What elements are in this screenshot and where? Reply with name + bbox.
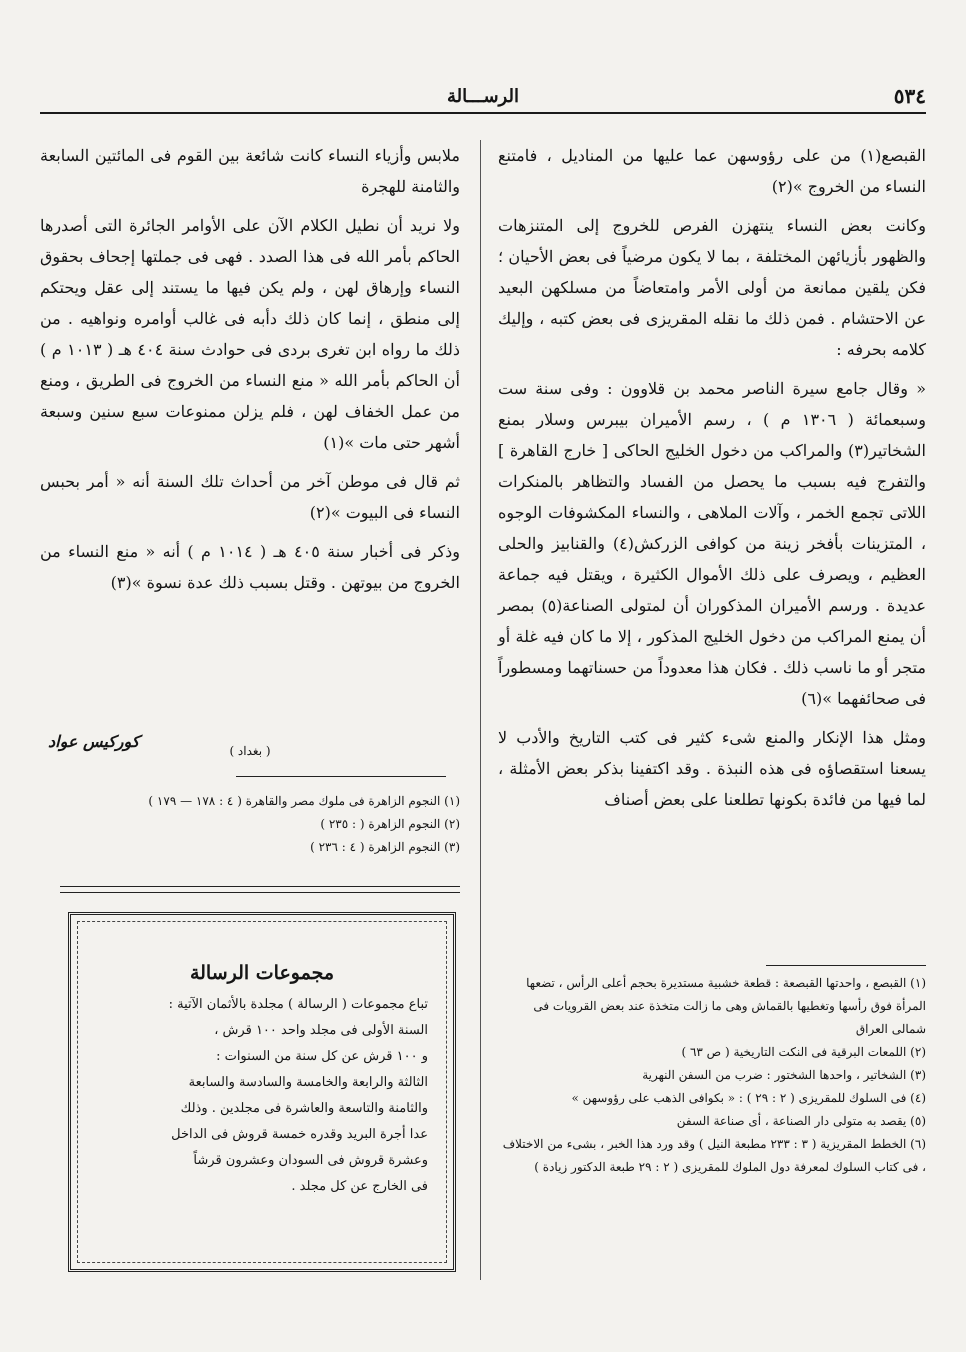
- footnote: (٦) الخطط المقريزية ( ٣ : ٢٣٣ مطبعة النيل ) وقد ورد هذا الخبر ، بشىء من الاختلاف ، فى كتاب السلوك لمعرفة دول الملوك للمقريزى ( ٢ : ٢٩ طبعة الدكتور زيادة ): [502, 1137, 926, 1174]
- footnote-rule: [766, 965, 926, 966]
- article-paragraph: ومثل هذا الإنكار والمنع شىء كثير فى كتب التاريخ والأدب لا يسعنا استقصاؤه فى هذه النبذة . وقد اكتفينا بذكر بعض الأمثلة ، لما فيها من فائدة بكونها تطلعنا على بعض أصناف: [498, 728, 926, 809]
- advert-line: عدا أجرة البريد وقدره خمسة قروش فى الداخل: [171, 1127, 428, 1142]
- left-column: [40, 140, 460, 606]
- article-paragraph: القبصع(١) من على رؤوسهن عما عليها من المناديل ، فامتنع النساء من الخروج »(٢): [498, 146, 926, 196]
- advert-inner-frame: [77, 921, 447, 1263]
- advert-line: الثالثة والرابعة والخامسة والسادسة والسابعة: [188, 1075, 428, 1090]
- quote-paragraph: « وقال جامع سيرة الناصر محمد بن قلاوون : وفى سنة ست وسبعمائة ( ١٣٠٦ م ) ، رسم الأميران بيبرس وسلار بمنع الشخاتير(٣) والمراكب من دخول الخليج الحاكى [ خارج القاهرة ] والتفرج فيه بسبب ما يحصل من الفساد والتظاهر بالمنكرات اللاتى تجمع الخمر ، وآلات الملاهى ، والنساء المكشوفات الوجوه ، المتزينات بأفخر زينة من كوافى الزركش(٤) والقنابيز والحلى العظيم ، ويصرف على ذلك الأموال الكثيرة ، ويقتل فيه جماعة عديدة . ورسم الأميران المذكوران أن لمتولى الصناعة(٥) بمصر أن يمنع المراكب من دخول الخليج المذكور ، إلا ما كان فيه غلة أو متجر أو ما ناسب ذلك . فكان هذا معدوداً من حسناتهما ومسطوراً فى صحائفهما »(٦): [498, 379, 927, 708]
- page-number: ٥٣٤: [893, 84, 926, 108]
- footnote: (٢) النجوم الزاهرة ( : ٢٣٥ ): [320, 817, 460, 831]
- footnote: (٣) النجوم الزاهرة ( ٤ : ٢٣٦ ): [310, 840, 460, 854]
- article-paragraph: ولا نريد أن نطيل الكلام الآن على الأوامر الجائرة التى أصدرها الحاكم بأمر الله فى هذا الصدد . فهى فى جملتها إجحاف بحقوق النساء وإرهاق لهن ، ولم يكن فيها ما يستند إلى عقل ويحتكم إلى منطق ، إنما كان ذلك دأبه فى غالب أوامره ونواهيه . من ذلك ما رواه ابن تغرى بردى فى حوادث سنة ٤٠٤ هـ ( ١٠١٣ م ) أن الحاكم بأمر الله « منع النساء من الخروج فى الطريق ، ومنع من عمل الخفاف لهن ، فلم يزلن ممنوعات سبع سنين وسبعة أشهر حتى مات »(١): [40, 216, 461, 452]
- footnote-rule: [236, 776, 446, 777]
- column-divider: [480, 140, 481, 1280]
- left-footnotes: [40, 790, 460, 859]
- advert-line: السنة الأولى فى مجلد واحد ١٠٠ قرش ،: [214, 1023, 428, 1038]
- advert-line: والثامنة والتاسعة والعاشرة فى مجلدين . وذلك: [180, 1101, 428, 1116]
- article-paragraph: ملابس وأزياء النساء كانت شائعة بين القوم فى المائتين السابعة والثامنة للهجرة: [40, 146, 460, 196]
- section-double-rule: [60, 886, 460, 893]
- page-header: [40, 80, 926, 116]
- footnote: (١) القبصع ، واحدتها القبصعة : قطعة خشبية مستديرة بحجم أعلى الرأس ، تضعها المرأة فوق رأسها وتغطيها بالقماش وهى ما زالت متخذة عند بعض القرويات فى شمالى العراق: [526, 976, 926, 1036]
- footnote: (٤) فى السلوك للمقريزى ( ٢ : ٢٩ ) : « بكوافى الذهب على رؤوسهن »: [571, 1091, 926, 1105]
- header-rule: [40, 112, 926, 114]
- advert-line: تباع مجموعات ( الرسالة ) مجلدة بالأثمان الآتية :: [168, 997, 428, 1012]
- footnote: (١) النجوم الزاهرة فى ملوك مصر والقاهرة ( ٤ : ١٧٨ — ١٧٩ ): [148, 794, 460, 808]
- author-block: [40, 724, 460, 764]
- advert-box: [68, 912, 456, 1272]
- footnote: (٣) الشخاتير ، واحدها الشختور : ضرب من السفن النهرية: [642, 1068, 926, 1082]
- author-location: ( بغداد ): [229, 744, 271, 758]
- right-column: [498, 140, 926, 823]
- article-paragraph: وذكر فى أخبار سنة ٤٠٥ هـ ( ١٠١٤ م ) أنه « منع النساء من الخروج من بيوتهن . وقتل بسبب ذلك عدة نسوة »(٣): [40, 542, 461, 592]
- advert-line: وعشرة قروش فى السودان وعشرون قرشاً: [193, 1153, 428, 1168]
- advert-line: و ١٠٠ قرش عن كل سنة من السنوات :: [216, 1049, 428, 1064]
- advert-line: فى الخارج عن كل مجلد .: [291, 1179, 428, 1194]
- author-signature: كوركيس عواد: [48, 732, 140, 751]
- magazine-title: الرســـالة: [447, 86, 519, 107]
- right-footnotes: [498, 972, 926, 1179]
- article-paragraph: ثم قال فى موطن آخر من أحداث تلك السنة أنه « أمر بحبس النساء فى البيوت »(٢): [40, 472, 460, 522]
- footnote: (٥) يقصد به متولى دار الصناعة ، أى صناعة السفن: [676, 1114, 926, 1128]
- advert-title: مجموعات الرسالة: [189, 962, 335, 984]
- footnote: (٢) اللمعات البرقية فى النكت التاريخية ( ص ٦٣ ): [681, 1045, 926, 1059]
- article-paragraph: وكانت بعض النساء ينتهزن الفرص للخروج إلى المتنزهات والظهور بأزيائهن المختلفة ، بما لا يكون مرضياً فى بعض الأحيان ؛ فكن يلقين ممانعة من أولى الأمر وامتعاضاً من مسلكهن البعيد عن الاحتشام . فمن ذلك ما نقله المقريزى فى بعض كتبه ، وإليك كلامه بحرفه :: [498, 216, 926, 359]
